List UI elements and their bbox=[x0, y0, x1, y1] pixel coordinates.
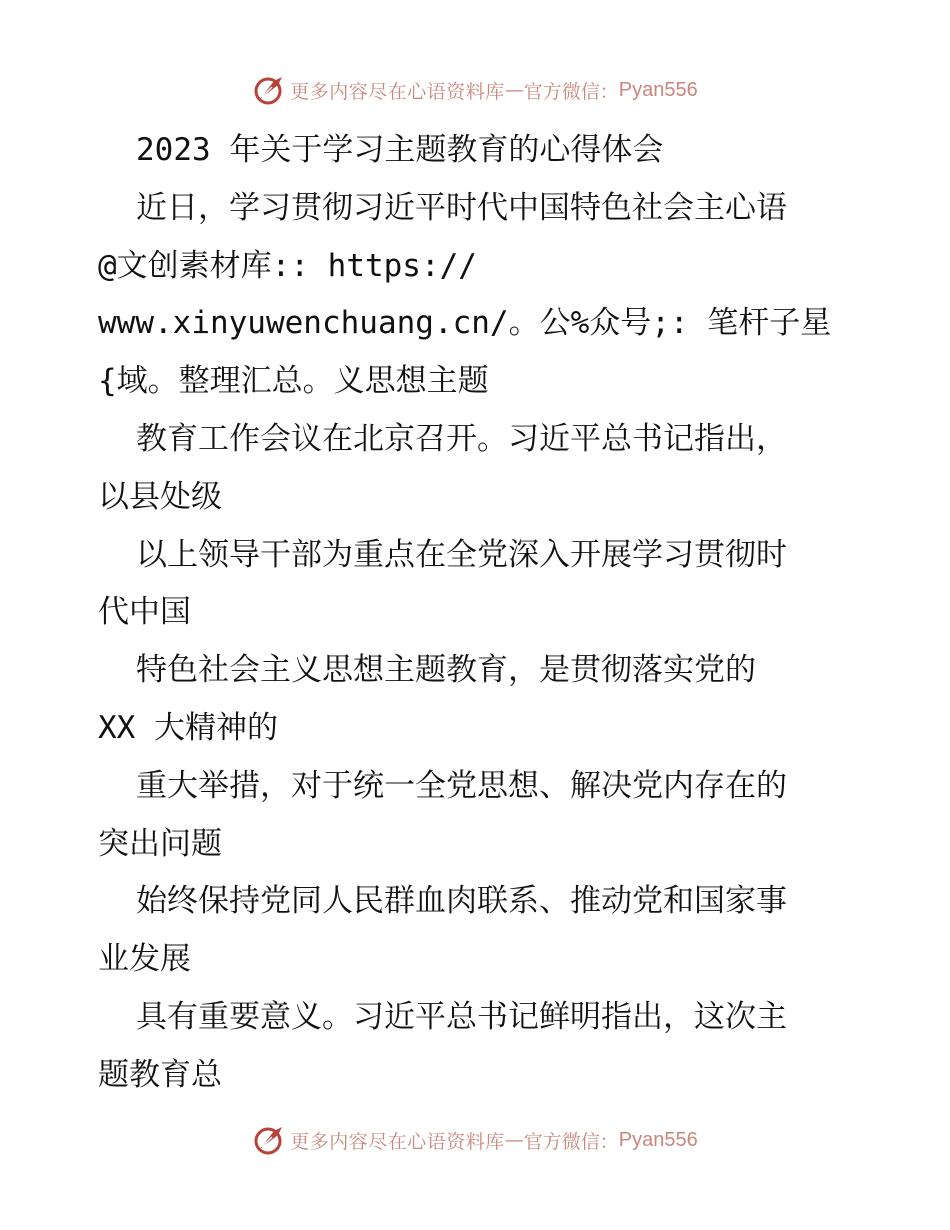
paragraph-line: 突出问题 bbox=[98, 825, 222, 862]
paragraph-line: 始终保持党同人民群血肉联系、推动党和国家事 bbox=[136, 883, 787, 920]
paragraph-line: 具有重要意义。习近平总书记鲜明指出，这次主 bbox=[136, 998, 787, 1035]
paragraph-line: 业发展 bbox=[98, 941, 191, 978]
header-watermark-banner bbox=[0, 68, 950, 112]
banner-separator: — bbox=[504, 79, 524, 101]
footer-watermark-banner bbox=[0, 1118, 950, 1162]
paragraph-line: 近日，学习贯彻习近平时代中国特色社会主心语 bbox=[136, 189, 787, 226]
paragraph-line: 以县处级 bbox=[98, 478, 222, 515]
paragraph-line: 教育工作会议在北京召开。习近平总书记指出， bbox=[136, 420, 787, 457]
paragraph-line: www.xinyuwenchuang.cn/。公%众号;: 笔杆子星 bbox=[98, 305, 832, 342]
paragraph-line: 重大举措，对于统一全党思想、解决党内存在的 bbox=[136, 767, 787, 804]
banner-wechat-id: Pyan556 bbox=[618, 78, 698, 101]
banner-site-text: 更多内容尽在心语资料库 bbox=[290, 80, 505, 103]
paragraph-line: 特色社会主义思想主题教育，是贯彻落实党的 bbox=[136, 652, 756, 689]
banner-wechat-id: Pyan556 bbox=[618, 1128, 698, 1151]
paragraph-line: {域。整理汇总。义思想主题 bbox=[98, 363, 489, 400]
paragraph-line: 以上领导干部为重点在全党深入开展学习贯彻时 bbox=[136, 536, 787, 573]
paragraph-line: XX 大精神的 bbox=[98, 709, 278, 746]
document-body bbox=[98, 122, 858, 1105]
document-title: 2023 年关于学习主题教育的心得体会 bbox=[136, 132, 664, 168]
paragraph-line: 代中国 bbox=[98, 594, 191, 631]
banner-separator: — bbox=[504, 1129, 524, 1151]
paragraph-line: @文创素材库:: https:// bbox=[98, 247, 477, 284]
paragraph-line: 题教育总 bbox=[98, 1056, 222, 1093]
feather-pen-logo-icon bbox=[252, 73, 286, 107]
banner-site-text: 更多内容尽在心语资料库 bbox=[290, 1130, 505, 1153]
banner-wechat-label: 官方微信： bbox=[523, 1130, 619, 1153]
banner-wechat-label: 官方微信： bbox=[523, 80, 619, 103]
feather-pen-logo-icon bbox=[252, 1123, 286, 1157]
